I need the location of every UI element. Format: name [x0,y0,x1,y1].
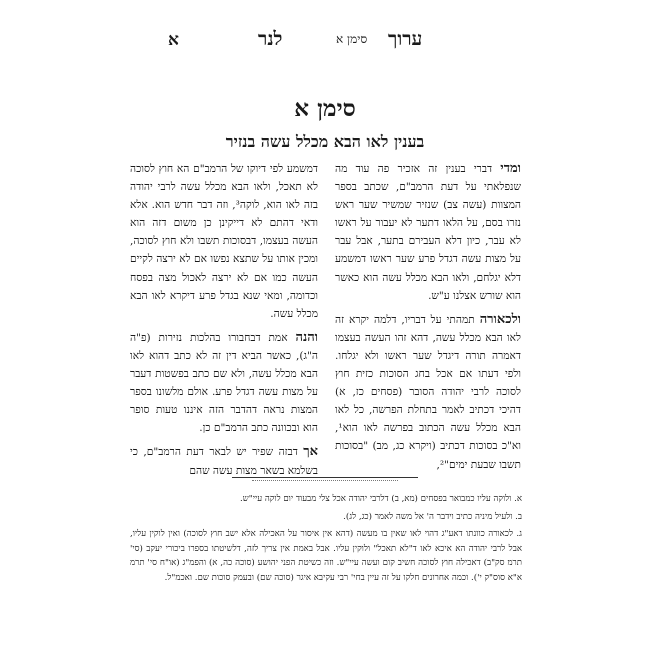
chapter-subtitle: בענין לאו הבא מכלל עשה בנזיר [225,132,425,151]
right-text-column [335,160,521,480]
paragraph [130,160,318,323]
left-text-column [130,160,318,486]
paragraph-text: אמת דבחבורו בהלכות נזירות (פ"ה ה"ג), כאשר הביא דין זה לא כתב דהוא לאו הבא מכלל עשה, ולא שם כתב בפשטות דעבר על מצות עשה דגדל פרע. אולם מלשונו בספר המצות נראה דהדבר הזה איננו טעות סופר הוא ובכוונה כתב הרמב"ם כן. [130,331,318,435]
paragraph-lead-word: ומדי [500,161,521,176]
footnote: ג. לכאורה כוונתו דאע"ג דהוי לאו שאין בו מעשה (דהא אין איסור על האכילה אלא ישב חוץ לסוכה) ואין לוקין עליו, אבל לרבי יהודה הא איכא לאו ד"לא תאכל" ולוקין עליו. אבל באמת אין צריך לזה, דלשיטתו בספרו ביכורי יעקב (סי' תרמ סק"ב) דאכילה חוץ לסוכה חשיב קום ועשה עיי"ש. וזה כשיטת הפני יהושע (סוכה כה, א) והפמ"ג (או"ח סי' תרמ א"א סוס"ק י'). וכמה אחרונים חלקו על זה עיין בחי' רבי עקיבא איגר (סוכה שם) ובעמק סוכות שם. ואכמ"ל. [130,529,522,583]
running-header [0,28,650,58]
paragraph-lead-word: ולכאורה [479,311,521,327]
paragraph-text: דבזה שפיר יש לבאר דעת הרמב"ם, כי בשלמא בשאר מצות עשה שהם [130,446,318,477]
paragraph-lead-word: והנה [295,329,318,345]
paragraph [335,311,521,474]
paragraph [130,329,318,438]
paragraph-text: דמשמע לפי דיוקו של הרמב"ם הא חוץ לסוכה לא תאכל, ולאו הבא מכלל עשה לרבי יהודה בזה לאו הוא, לוקה³, וזה דבר חדש הוא. אלא ודאי דהתם לא דייקינן כן משום דזה הוא העשה בעצמו, דבסוכות תשבו ולא חוץ לסוכה, ומכין אותו על שתצא נפשו אם לא ירצה לקיים העשה כמו אם לא ירצה לאכול מצה בפסח וכדומה, ומאי שנא בגדל פרע דיקרא לאו הבא מכלל עשה. [130,163,318,320]
chapter-title: סימן א [294,95,356,122]
paragraph-lead-word: אך [303,444,318,460]
page-number: א [168,30,179,50]
paragraph [130,443,318,479]
footnote-divider [232,477,418,478]
footnotes [130,492,522,589]
paragraph-text: תמהתי על דבריו, דלמה יקרא זה לאו הבא מכלל עשה, דהא זהו העשה בעצמו דאמרה תורה דיגדל שער ראשו ולא יגלחו. ולפי דעתו אם אכל בחג הסוכות כזית חוץ לסוכה לרבי יהודה הסובר (פסחים כז, א) דהיכי דכתיב לאמר בתחלת הפרשה, כל לאו הבא מכלל עשה הכתוב בפרשה לאו הוא¹, וא"כ בסוכות דכתיב (ויקרא כג, מב) "בסוכות תשבו שבעת ימים"², [335,313,521,471]
paragraph-text: דברי בענין זה אזכיר פה עוד מה שנפלאתי על דעת הרמב"ם, שכתב בספר המצוות (עשה צב) שנזיר שמשיר שער ראש נזרו בסם, על הלאו דתער לא יעבור על ראשו לא עבר, כיון דלא העבירם בתער, אבל עבר על מצות עשה דגדל פרע שער ראשו דמשמע דלא יגלחם, ולאו הבא מכלל עשה הוא כאשר הוא שורש אצלנו ע"ש. [335,163,521,302]
paragraph [335,160,521,305]
footnote: א. ולוקה עליו כמבואר בפסחים (מא, ב) דלרבי יהודה אכל צלי מבעוד יום לוקה עיי"ש. [239,494,522,504]
ner-title: לנר [258,28,283,50]
book-title: ערוך [388,28,423,50]
header-siman-label: סימן א [336,32,368,46]
footnote: ב. ולעיל מיניה כתיב וידבר ה' אל משה לאמר (כג, לג). [343,511,522,522]
